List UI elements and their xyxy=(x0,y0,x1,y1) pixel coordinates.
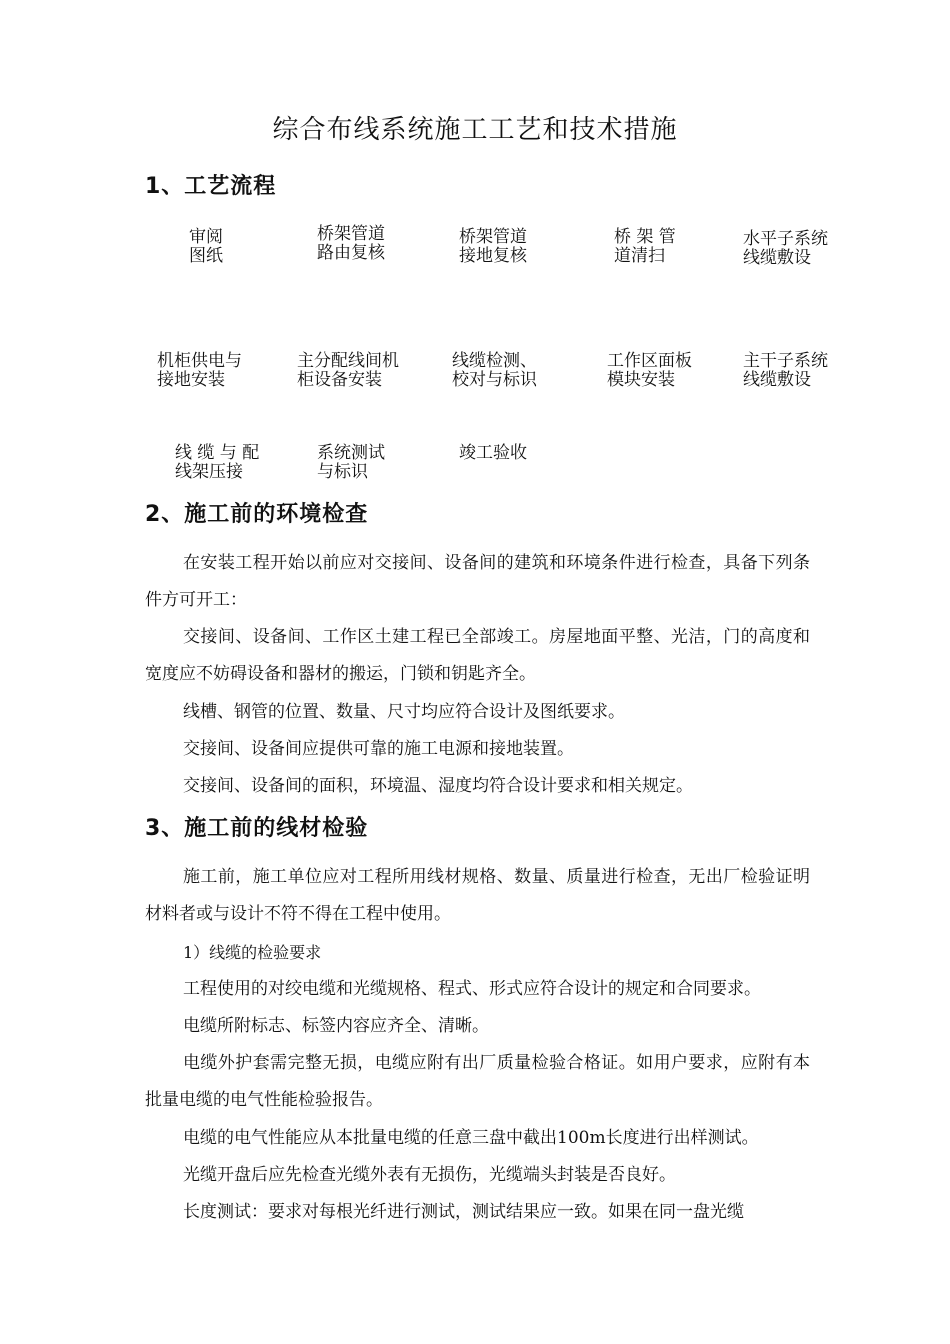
flow-step-backbone-cabling: 主干子系统 线缆敷设 xyxy=(743,351,828,390)
paragraph: 线槽、钢管的位置、数量、尺寸均应符合设计及图纸要求。 xyxy=(183,702,625,722)
subheading-cable-inspection: 1）线缆的检验要求 xyxy=(183,943,322,962)
paragraph: 电缆外护套需完整无损，电缆应附有出厂质量检验合格证。如用户要求，应附有本批量电缆的电气性能检验报告。 xyxy=(145,1053,810,1110)
section-heading-environment-check: 2、施工前的环境检查 xyxy=(145,502,369,527)
flow-step-cabinet-power: 机柜供电与 接地安装 xyxy=(157,351,242,390)
flow-step-cable-testing: 线缆检测、 校对与标识 xyxy=(452,351,537,390)
flow-step-duct-cleaning: 桥 架 管 道清扫 xyxy=(614,227,676,266)
paragraph: 交接间、设备间、工作区土建工程已全部竣工。房屋地面平整、光洁，门的高度和宽度应不妨碍设备和器材的搬运，门锁和钥匙齐全。 xyxy=(145,627,810,684)
flow-step-ground-check: 桥架管道 接地复核 xyxy=(459,227,527,266)
paragraph: 长度测试：要求对每根光纤进行测试，测试结果应一致。如果在同一盘光缆 xyxy=(183,1202,744,1222)
paragraph: 光缆开盘后应先检查光缆外表有无损伤，光缆端头封装是否良好。 xyxy=(183,1165,676,1185)
paragraph: 施工前，施工单位应对工程所用线材规格、数量、质量进行检查，无出厂检验证明材料者或与设计不符不得在工程中使用。 xyxy=(145,867,810,924)
flow-step-main-distribution: 主分配线间机 柜设备安装 xyxy=(297,351,399,390)
paragraph: 交接间、设备间的面积，环境温、湿度均符合设计要求和相关规定。 xyxy=(183,776,693,796)
flow-step-acceptance: 竣工验收 xyxy=(459,443,527,463)
paragraph: 交接间、设备间应提供可靠的施工电源和接地装置。 xyxy=(183,739,574,759)
flow-step-route-check: 桥架管道 路由复核 xyxy=(317,224,385,263)
flow-step-review-drawings: 审阅 图纸 xyxy=(189,227,223,266)
flow-step-system-test: 系统测试 与标识 xyxy=(317,443,385,482)
paragraph: 电缆所附标志、标签内容应齐全、清晰。 xyxy=(183,1016,489,1036)
section-heading-material-inspection: 3、施工前的线材检验 xyxy=(145,816,369,841)
document-title: 综合布线系统施工工艺和技术措施 xyxy=(272,115,678,145)
flow-step-panel-install: 工作区面板 模块安装 xyxy=(607,351,692,390)
paragraph: 工程使用的对绞电缆和光缆规格、程式、形式应符合设计的规定和合同要求。 xyxy=(183,979,761,999)
paragraph: 在安装工程开始以前应对交接间、设备间的建筑和环境条件进行检查，具备下列条件方可开工： xyxy=(145,553,810,610)
section-heading-process-flow: 1、工艺流程 xyxy=(145,174,277,199)
flow-step-patch-termination: 线 缆 与 配 线架压接 xyxy=(175,443,260,482)
paragraph: 电缆的电气性能应从本批量电缆的任意三盘中截出100m长度进行出样测试。 xyxy=(183,1128,759,1148)
flow-step-horizontal-cabling: 水平子系统 线缆敷设 xyxy=(743,229,828,268)
